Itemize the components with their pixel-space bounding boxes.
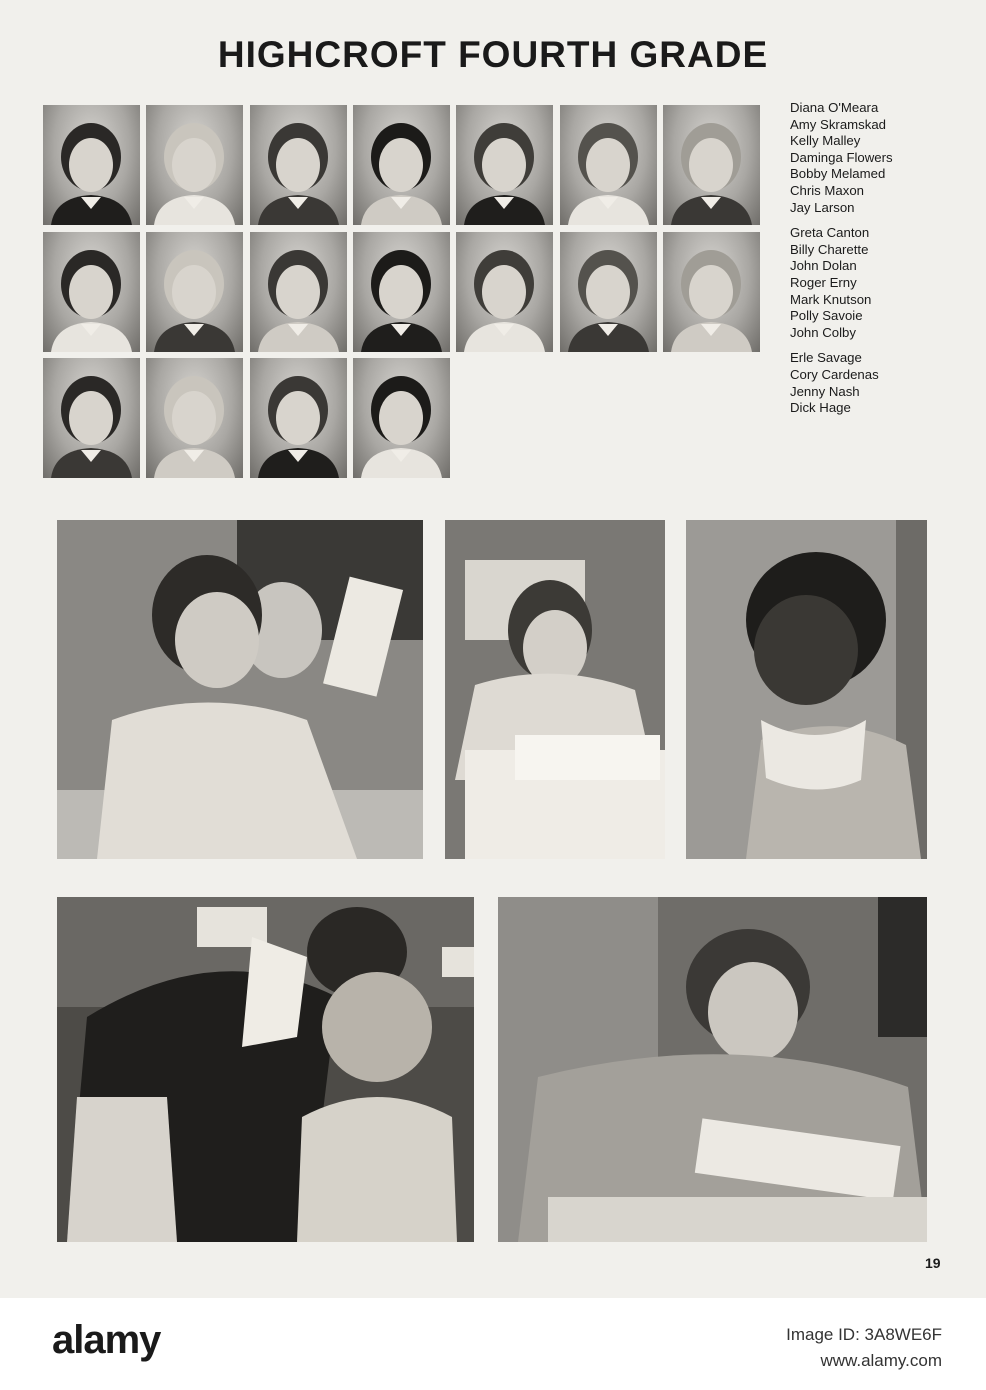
student-portrait [146,358,243,478]
photo-teacher-with-student [57,897,474,1242]
student-portrait [353,358,450,478]
student-portrait [43,232,140,352]
name-item: Chris Maxon [790,182,865,198]
student-portrait [146,232,243,352]
name-item: Mark Knutson [790,291,872,307]
name-item: Jenny Nash [790,383,860,399]
footer-info [786,1322,942,1374]
names-list [790,100,970,426]
student-portrait [560,232,657,352]
footer-url: www.alamy.com [820,1351,942,1370]
names-group-row2 [790,225,970,341]
page-number: 19 [925,1255,941,1271]
student-portrait [43,358,140,478]
student-portrait [250,105,347,225]
name-item: John Colby [790,324,856,340]
names-group-row3 [790,350,970,416]
name-item: John Dolan [790,258,857,274]
name-item: Jay Larson [790,199,855,215]
name-item: Polly Savoie [790,308,863,324]
alamy-logo: alamy [52,1318,161,1362]
student-portrait [353,232,450,352]
names-group-row1 [790,100,970,216]
name-item: Diana O'Meara [790,100,879,115]
student-portrait [250,232,347,352]
name-item: Billy Charette [790,241,869,257]
name-item: Roger Erny [790,274,857,290]
name-item: Amy Skramskad [790,116,886,132]
name-item: Greta Canton [790,225,870,241]
photo-boy-reading-book [498,897,927,1242]
name-item: Dick Hage [790,400,851,416]
photo-girl-smiling [686,520,927,859]
name-item: Bobby Melamed [790,166,886,182]
name-item: Cory Cardenas [790,366,879,382]
student-portrait [456,232,553,352]
student-portrait [250,358,347,478]
page-title: HIGHCROFT FOURTH GRADE [217,34,769,75]
student-portrait [456,105,553,225]
name-item: Daminga Flowers [790,149,893,165]
student-portrait [663,105,760,225]
name-item: Kelly Malley [790,133,861,149]
student-portrait [146,105,243,225]
student-portrait [663,232,760,352]
image-id: Image ID: 3A8WE6F [786,1325,942,1344]
student-portrait [560,105,657,225]
photo-girl-writing [445,520,665,859]
photo-boy-reading-paper [57,520,423,859]
student-portrait [353,105,450,225]
name-item: Erle Savage [790,350,862,366]
student-portrait [43,105,140,225]
